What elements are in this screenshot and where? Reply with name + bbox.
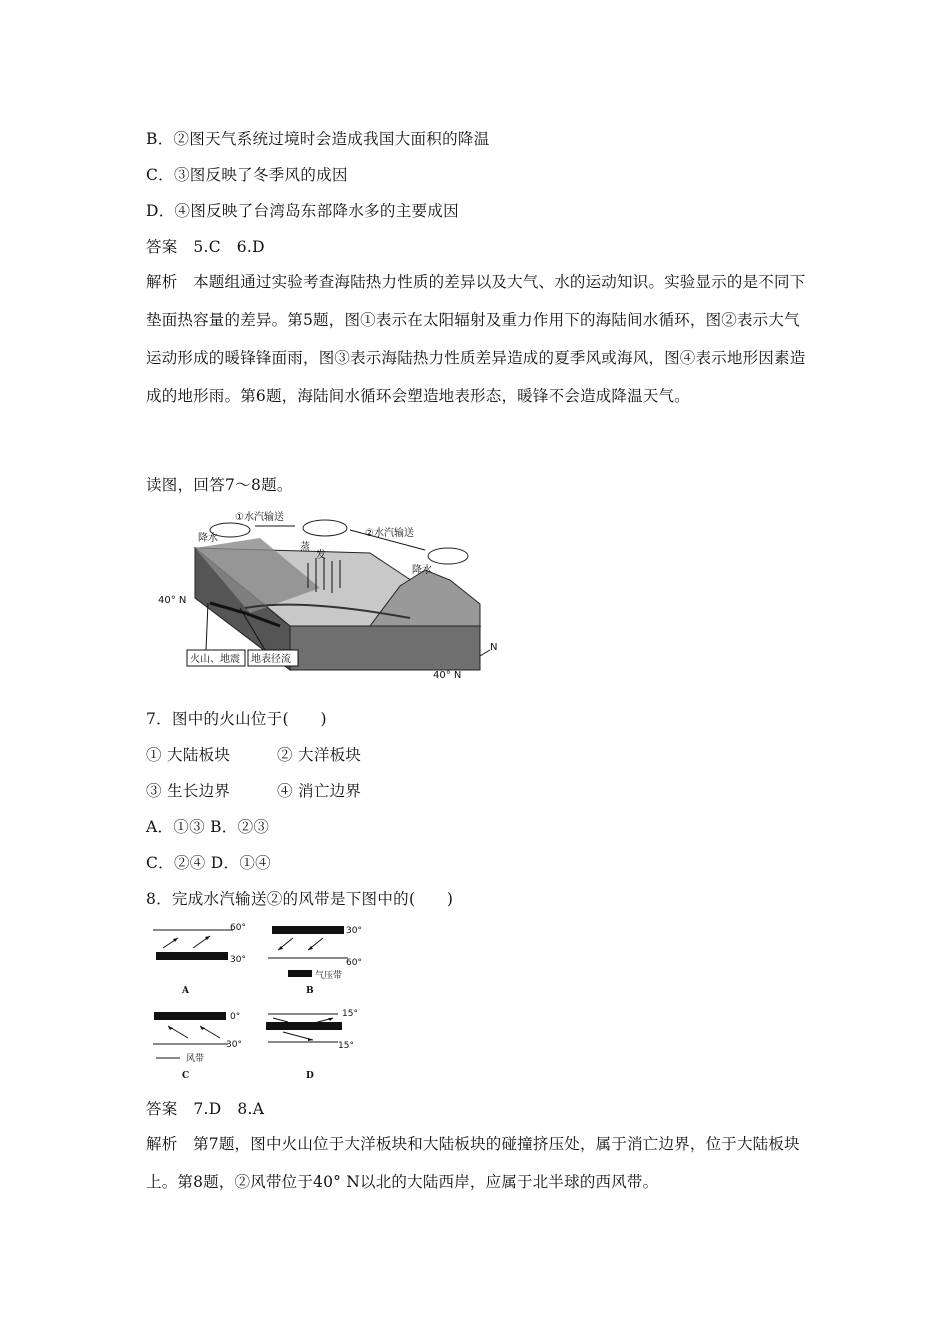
q7-choices-ab: A．①③ B．②③ <box>146 818 270 836</box>
panel-b <box>268 926 362 996</box>
panel-b-bottom-lat: 60° <box>346 958 362 968</box>
q7-opt-4: ④ 消亡边界 <box>277 782 362 800</box>
water-cycle-figure <box>150 508 510 683</box>
panel-d <box>266 1009 358 1081</box>
analysis-5-6: 解析 本题组通过实验考查海陆热力性质的差异以及大气、水的运动知识。实验显示的是不同下垫面热容量的差异。第5题，图①表示在太阳辐射及重力作用下的海陆间水循环，图②表示大气运动形成的暖锋锋面雨，图③表示海陆热力性质差异造成的夏季风或海风，图④表示地形因素造成的地形雨。第6题，海陆间水循环会塑造地表形态，暖锋不会造成降温天气。 <box>146 273 806 405</box>
q7-stem: 7．图中的火山位于( ) <box>146 710 327 728</box>
label-precip-left: 降水 <box>198 533 218 544</box>
panel-d-bottom-lat: 15° <box>338 1041 354 1051</box>
label-lat-left: 40° N <box>158 595 187 606</box>
panel-c-bottom-lat: 30° <box>226 1040 242 1050</box>
label-evap-2: 发 <box>316 550 326 561</box>
panel-c-top-lat: 0° <box>230 1012 241 1022</box>
box-runoff: 地表径流 <box>251 654 291 665</box>
panel-c <box>153 1012 242 1081</box>
q7-opt-3: ③ 生长边界 <box>146 782 231 800</box>
answer-5-6: 答案 5.C 6.D <box>146 238 265 256</box>
label-transport-1: ①水汽输送 <box>235 512 284 523</box>
panel-a-letter: A <box>182 986 189 996</box>
panel-a <box>153 923 246 996</box>
panel-d-letter: D <box>306 1071 314 1081</box>
option-6b: B．②图天气系统过境时会造成我国大面积的降温 <box>146 130 490 148</box>
panel-a-bottom-lat: 30° <box>230 955 246 965</box>
panel-d-top-lat: 15° <box>342 1009 358 1019</box>
panel-b-legend: 气压带 <box>315 971 343 981</box>
option-6c: C．③图反映了冬季风的成因 <box>146 166 348 184</box>
q7-choices-cd: C．②④ D．①④ <box>146 854 271 872</box>
answer-7-8: 答案 7.D 8.A <box>146 1100 265 1118</box>
read-prompt: 读图，回答7～8题。 <box>146 476 293 494</box>
q7-opt-2: ② 大洋板块 <box>277 746 362 764</box>
label-evap-1: 蒸 <box>300 542 310 553</box>
label-north: N <box>490 642 498 653</box>
wind-belt-figure <box>148 918 368 1088</box>
analysis-7-8: 解析 第7题，图中火山位于大洋板块和大陆板块的碰撞挤压处，属于消亡边界，位于大陆板块上。第8题，②风带位于40° N以北的大陆西岸，应属于北半球的西风带。 <box>146 1135 800 1191</box>
box-volcano: 火山、地震 <box>190 654 240 665</box>
label-lat-bottom: 40° N <box>433 670 462 681</box>
label-transport-2: ②水汽输送 <box>365 528 414 539</box>
q8-stem: 8．完成水汽输送②的风带是下图中的( ) <box>146 890 454 908</box>
label-precip-right: 降水 <box>412 565 432 576</box>
q7-opt-1: ① 大陆板块 <box>146 746 231 764</box>
option-6d: D．④图反映了台湾岛东部降水多的主要成因 <box>146 202 459 220</box>
panel-b-top-lat: 30° <box>346 926 362 936</box>
panel-c-letter: C <box>182 1071 190 1081</box>
panel-a-top-lat: 60° <box>230 923 246 933</box>
panel-c-legend: 风带 <box>186 1054 205 1064</box>
panel-b-letter: B <box>306 986 314 996</box>
